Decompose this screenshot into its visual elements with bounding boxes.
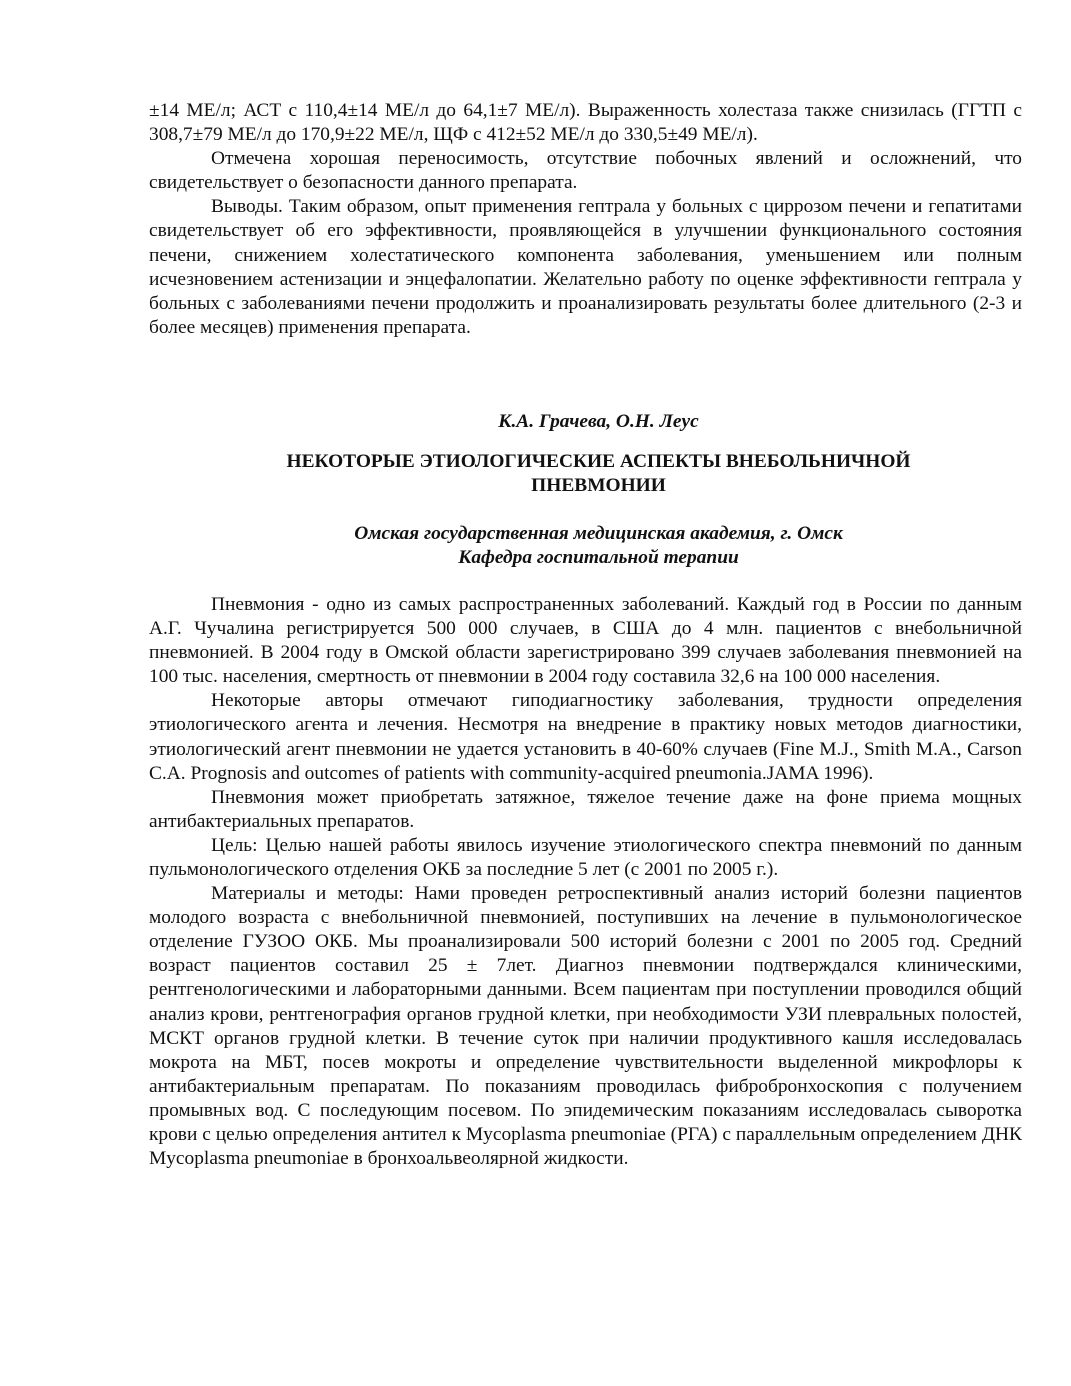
prev-article-paragraph: Отмечена хорошая переносимость, отсутствие побочных явлений и осложнений, что свидетельствует о безопасности данного препарата. — [149, 148, 1022, 194]
document-page — [149, 99, 1022, 1171]
article-title-line: ПНЕВМОНИИ — [531, 474, 666, 496]
article-paragraph-aim: Цель: Целью нашей работы явилось изучение этиологического спектра пневмоний по данным пульмонологического отделения ОКБ за последние 5 лет (с 2001 по 2005 г.). — [149, 834, 1022, 880]
affiliation-department: Кафедра госпитальной терапии — [458, 546, 739, 568]
article-paragraph-intro: Пневмония - одно из самых распространенных заболеваний. Каждый год в России по данным А.Г. Чучалина регистрируется 500 000 случаев, в США до 4 млн. пациентов с внебольничной пневмонией. В 2004 году в Омской области зарегистрировано 399 случаев заболевания пневмонией на 100 тыс. населения, смертность от пневмонии в 2004 году составила 32,6 на 100 000 населения. — [149, 593, 1022, 688]
article-title — [149, 450, 1022, 498]
article-paragraph-diagnostics: Некоторые авторы отмечают гиподиагностику заболевания, трудности определения этиологического агента и лечения. Несмотря на внедрение в практику новых методов диагностики, этиологический агент пневмонии не удается установить в 40-60% случаев (Fine M.J., Smith M.A., Carson C.A. Prognosis and outcomes of patients with community-acquired pneumonia.JAMA 1996). — [149, 690, 1022, 784]
prev-article-conclusions: Выводы. Таким образом, опыт применения гептрала у больных с циррозом печени и гепатитами свидетельствует об его эффективности, проявляющейся в улучшении функционального состояния печени, снижением холестатического компонента заболевания, уменьшением или полным исчезновением астенизации и энцефалопатии. Желательно работу по оценке эффективности гептрала у больных с заболеваниями печени продолжить и проанализировать результаты более длительного (2-3 и более месяцев) применения препарата. — [149, 196, 1022, 338]
article-paragraph-course: Пневмония может приобретать затяжное, тяжелое течение даже на фоне приема мощных антибактериальных препаратов. — [149, 786, 1022, 832]
affiliation-institution: Омская государственная медицинская академия, г. Омск — [354, 522, 843, 544]
article-authors: К.А. Грачева, О.Н. Леус — [498, 410, 699, 432]
article-affiliation — [149, 522, 1022, 570]
article-title-line: НЕКОТОРЫЕ ЭТИОЛОГИЧЕСКИЕ АСПЕКТЫ ВНЕБОЛЬНИЧНОЙ — [286, 450, 911, 472]
article-paragraph-methods: Материалы и методы: Нами проведен ретроспективный анализ историй болезни пациентов молодого возраста с внебольничной пневмонией, поступивших на лечение в пульмонологическое отделение ГУЗОО ОКБ. Мы проанализировали 500 историй болезни с 2001 по 2005 год. Средний возраст пациентов составил 25 ± 7лет. Диагноз пневмонии подтверждался клиническими, рентгенологическими и лабораторными данными. Всем пациентам при поступлении проводился общий анализ крови, рентгенография органов грудной клетки, при необходимости УЗИ плевральных полостей, МСКТ органов грудной клетки. В течение суток при наличии продуктивного кашля исследовалась мокрота на МБТ, посев мокроты и определение чувствительности выделенной микрофлоры к антибактериальным препаратам. По показаниям проводилась фибробронхоскопия с получением промывных вод. С последующим посевом. По эпидемическим показаниям исследовалась сыворотка крови с целью определения антител к Mycoplasma pneumoniae (РГА) с параллельным определением ДНК Mycoplasma pneumoniae в бронхоальвеолярной жидкости. — [149, 883, 1022, 1170]
prev-article-paragraph: ±14 МЕ/л; АСТ с 110,4±14 МЕ/л до 64,1±7 МЕ/л). Выраженность холестаза также снизилась (ГГТП с 308,7±79 МЕ/л до 170,9±22 МЕ/л, ЩФ с 412±52 МЕ/л до 330,5±49 МЕ/л). — [149, 100, 1022, 146]
